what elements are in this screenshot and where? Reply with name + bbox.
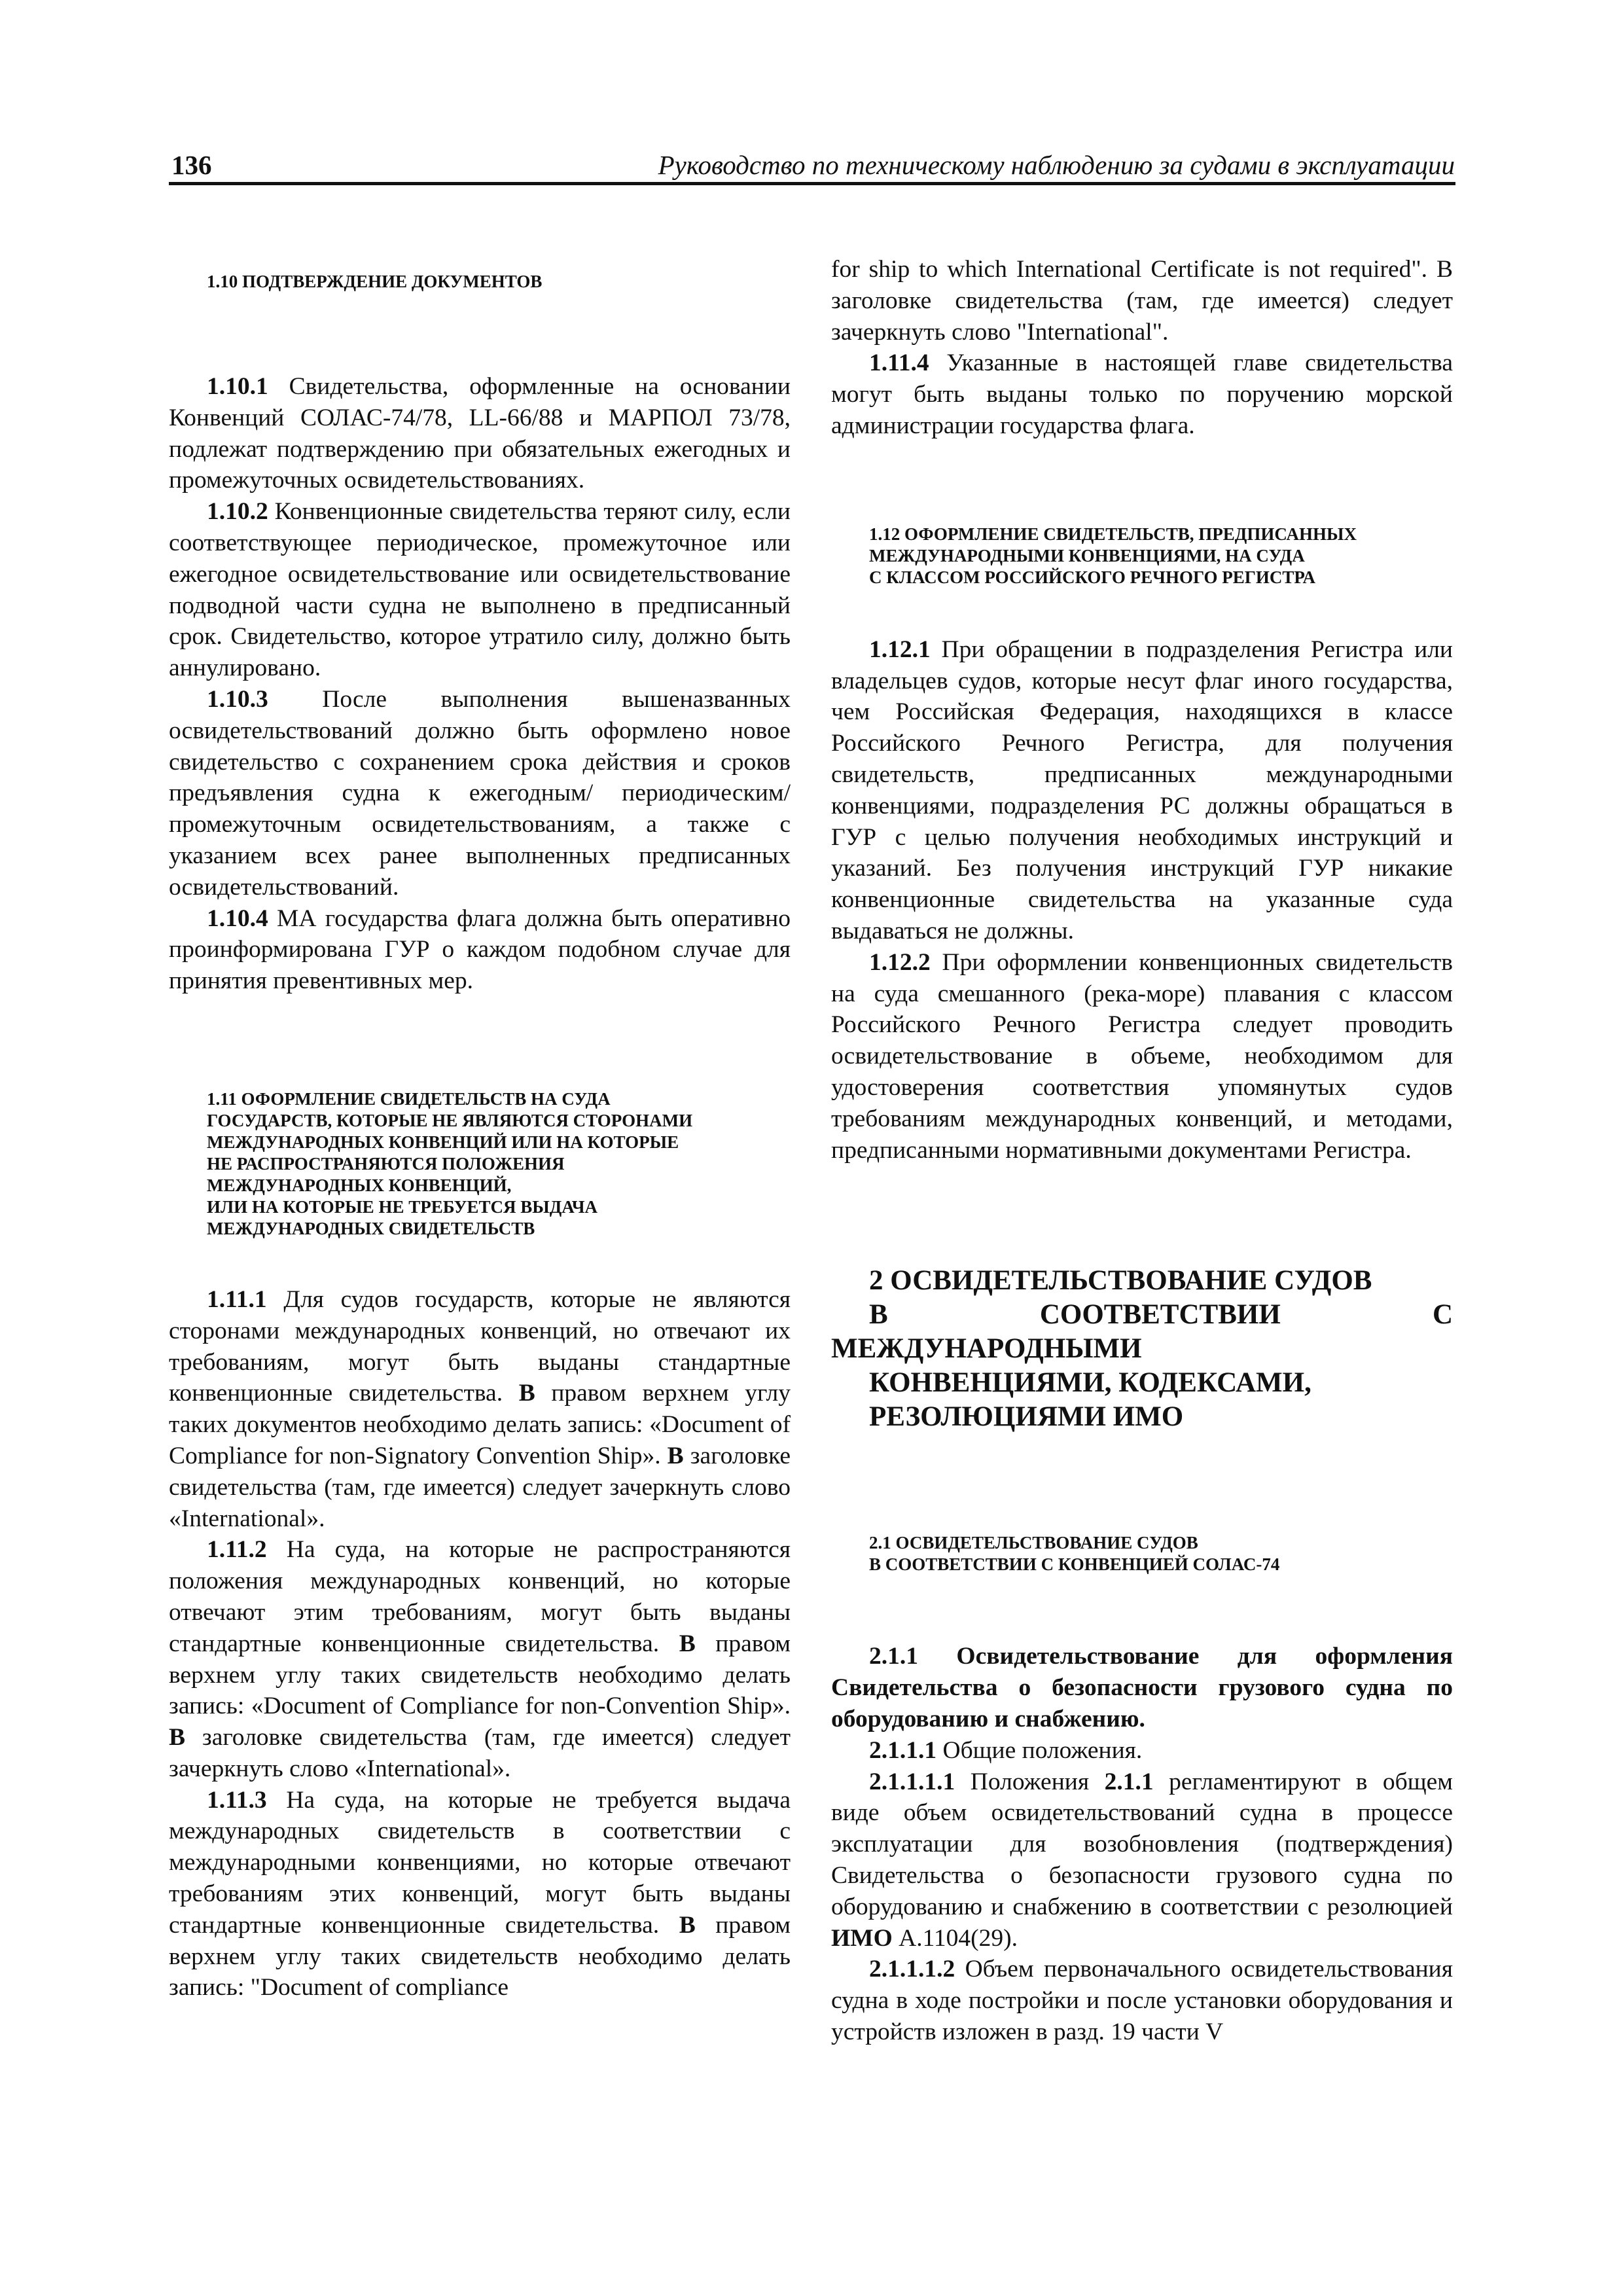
heading-line: 1.12 ОФОРМЛЕНИЕ СВИДЕТЕЛЬСТВ, ПРЕДПИСАННЫХ [869,524,1357,544]
section-2-1-heading [831,1532,1453,1575]
clause-number: 2.1.1 [869,1643,918,1670]
paragraph-1-12-2 [831,947,1453,1166]
paragraph-text: При оформлении конвенционных свидетельств на суда смешанного (река-море) плавания с классом Российского Речного Регистра следует проводить освидетельствование в объеме, необходимом для удостоверения соответствия упомянутых судов требованиям международных конвенций, и методами, предписанными нормативными документами Регистра. [831,948,1453,1164]
text-run: Положения [955,1768,1105,1795]
clause-number: 1.10.3 [207,685,268,713]
right-column [831,254,1453,2048]
text-run: заголовке свидетельства (там, где имеется) следует зачеркнуть слово «International». [169,1442,791,1532]
heading-line: 2 ОСВИДЕТЕЛЬСТВОВАНИЕ СУДОВ [869,1265,1372,1297]
paragraph-text: Объем первоначального освидетельствования судна в ходе постройки и после установки оборудования и устройств изложен в разд. 19 части V [831,1956,1453,2045]
clause-number: 2.1.1.1.1 [869,1768,955,1795]
clause-number: 1.11.4 [869,350,929,377]
paragraph-text: Конвенционные свидетельства теряют силу, если соответствующее периодическое, промежуточное или ежегодное освидетельствование или освидетельствование подводной части судна не выполнено в предписанный срок. Свидетельство, которое утратило силу, должно быть аннулировано. [169,498,791,682]
clause-number: 1.12.2 [869,948,931,976]
bold-letter: В [679,1630,696,1657]
clause-number: 1.10.1 [207,373,268,400]
paragraph-1-10-1 [169,371,791,496]
paragraph-text: Общие положения. [936,1736,1143,1764]
heading-line: МЕЖДУНАРОДНЫХ КОНВЕНЦИЙ, [207,1175,512,1195]
section-1-10-heading: 1.10 ПОДТВЕРЖДЕНИЕ ДОКУМЕНТОВ [207,272,543,291]
text-run: На суда, на которые не распространяются положения международных конвенций, но которые отвечают этим требованиям, могут быть выданы стандартные конвенционные свидетельства. [169,1536,791,1657]
text-run: заголовке свидетельства (там, где имеется) следует зачеркнуть слово «International». [169,1724,791,1782]
paragraph-2-1-1-1 [831,1735,1453,1767]
heading-line: С КЛАССОМ РОССИЙСКОГО РЕЧНОГО РЕГИСТРА [869,567,1315,587]
heading-line: В СООТВЕТСТВИИ С МЕЖДУНАРОДНЫМИ [831,1299,1453,1365]
clause-number: 1.10.2 [207,498,268,526]
clause-number: 1.11.3 [207,1786,267,1814]
heading-line: 2.1 ОСВИДЕТЕЛЬСТВОВАНИЕ СУДОВ [869,1533,1198,1553]
heading-line: ГОСУДАРСТВ, КОТОРЫЕ НЕ ЯВЛЯЮТСЯ СТОРОНАМИ [207,1110,693,1130]
paragraph-2-1-1-1-1 [831,1767,1453,1954]
heading-line: МЕЖДУНАРОДНЫХ КОНВЕНЦИЙ ИЛИ НА КОТОРЫЕ [207,1132,679,1152]
paragraph-1-10-3 [169,684,791,903]
section-1-12-heading [831,524,1453,588]
paragraph-1-11-3-continued: for ship to which International Certificate is not required". В заголовке свидетельства (там, где имеется) следует зачеркнуть слово "International". [831,256,1453,346]
page-number: 136 [171,150,212,180]
clause-number: 1.11.2 [207,1536,267,1564]
heading-line: РЕЗОЛЮЦИЯМИ ИМО [869,1401,1184,1433]
running-title: Руководство по техническому наблюдению за судами в эксплуатации [658,150,1455,180]
section-1-11-heading [169,1088,791,1240]
paragraph-1-11-3 [169,1785,791,2004]
clause-number: 1.10.4 [207,905,268,932]
text-run: правом верхнем углу таких свидетельств необходимо делать запись: «Document of Compliance for non-Convention Ship». [169,1630,791,1720]
text-run: На суда, на которые не требуется выдача международных свидетельств в соответствии с международными конвенциями, но которые отвечают требованиям этих конвенций, могут быть выданы стандартные конвенционные свидетельства. [169,1786,791,1939]
heading-line: МЕЖДУНАРОДНЫМИ КОНВЕНЦИЯМИ, НА СУДА [869,545,1305,565]
paragraph-2-1-1 [831,1641,1453,1734]
text-run: правом верхнем углу таких документов необходимо делать запись: «Document of Compliance for non-Signatory Convention Ship». [169,1380,791,1469]
text-run: А.1104(29). [892,1924,1018,1952]
clause-number: 1.11.1 [207,1285,267,1313]
paragraph-text: Освидетельствование для оформления Свидетельства о безопасности грузового судна по оборудованию и снабжению. [831,1643,1453,1732]
paragraph-1-10-4 [169,903,791,997]
clause-number: 2.1.1.1 [869,1736,937,1764]
bold-letter: В [679,1911,696,1939]
text-run: правом верхнем углу таких свидетельств необходимо делать запись: "Document of compliance [169,1911,791,2001]
paragraph-1-11-4 [831,348,1453,441]
bold-reference: ИМО [831,1924,893,1952]
paragraph-text: МА государства флага должна быть оперативно проинформирована ГУР о каждом подобном случае для принятия превентивных мер. [169,905,791,995]
paragraph-1-10-2 [169,496,791,684]
bold-reference: 2.1.1 [1104,1768,1154,1795]
text-run: регламентируют в общем виде объем освидетельствований судна в процессе эксплуатации для возобновления (подтверждения) Свидетельства о безопасности грузового судна по оборудованию и снабжению в соответствии с резолюцией [831,1768,1453,1920]
paragraph-text: При обращении в подразделения Регистра или владельцев судов, которые несут флаг иного государства, чем Российская Федерация, находящихся в классе Российского Речного Регистра, для получения свидетельств, предписанных международными конвенциями, подразделения РС должны обращаться в ГУР с целью получения необходимых инструкций и указаний. Без получения инструкций ГУР никакие конвенционные свидетельства на указанные суда выдаваться не должны. [831,636,1453,944]
clause-number: 2.1.1.1.2 [869,1956,955,1983]
paragraph-text: После выполнения вышеназванных освидетельствований должно быть оформлено новое свидетельство с сохранением срока действия и сроков предъявления судна к ежегодным/ периодическим/промежуточным освидетельствованиям, а также с указанием всех ранее выполненных предписанных освидетельствований. [169,685,791,901]
left-column [169,254,791,2003]
heading-line: МЕЖДУНАРОДНЫХ СВИДЕТЕЛЬСТВ [207,1218,535,1238]
heading-line: ИЛИ НА КОТОРЫЕ НЕ ТРЕБУЕТСЯ ВЫДАЧА [207,1196,598,1217]
heading-line: КОНВЕНЦИЯМИ, КОДЕКСАМИ, [869,1367,1311,1399]
heading-line: НЕ РАСПРОСТРАНЯЮТСЯ ПОЛОЖЕНИЯ [207,1153,565,1174]
bold-letter: В [667,1442,684,1469]
bold-letter: В [518,1380,535,1407]
paragraph-text: Свидетельства, оформленные на основании Конвенций СОЛАС-74/78, LL-66/88 и МАРПОЛ 73/78, подлежат подтверждению при обязательных ежегодных и промежуточных освидетельствованиях. [169,373,791,494]
heading-line: 1.11 ОФОРМЛЕНИЕ СВИДЕТЕЛЬСТВ НА СУДА [207,1088,611,1109]
paragraph-2-1-1-1-2 [831,1954,1453,2047]
clause-number: 1.12.1 [869,636,931,663]
paragraph-1-11-1 [169,1284,791,1534]
heading-line: В СООТВЕТСТВИИ С КОНВЕНЦИЕЙ СОЛАС-74 [869,1554,1280,1575]
bold-letter: В [169,1724,186,1751]
chapter-2-heading [831,1264,1453,1434]
header-rule [169,182,1455,185]
text-run: Для судов государств, которые не являются сторонами международных конвенций, но отвечают их требованиям, могут быть выданы стандартные конвенционные свидетельства. [169,1285,791,1407]
paragraph-1-12-1 [831,634,1453,947]
paragraph-1-11-2 [169,1534,791,1784]
paragraph-text: Указанные в настоящей главе свидетельства могут быть выданы только по поручению морской администрации государства флага. [831,350,1453,439]
